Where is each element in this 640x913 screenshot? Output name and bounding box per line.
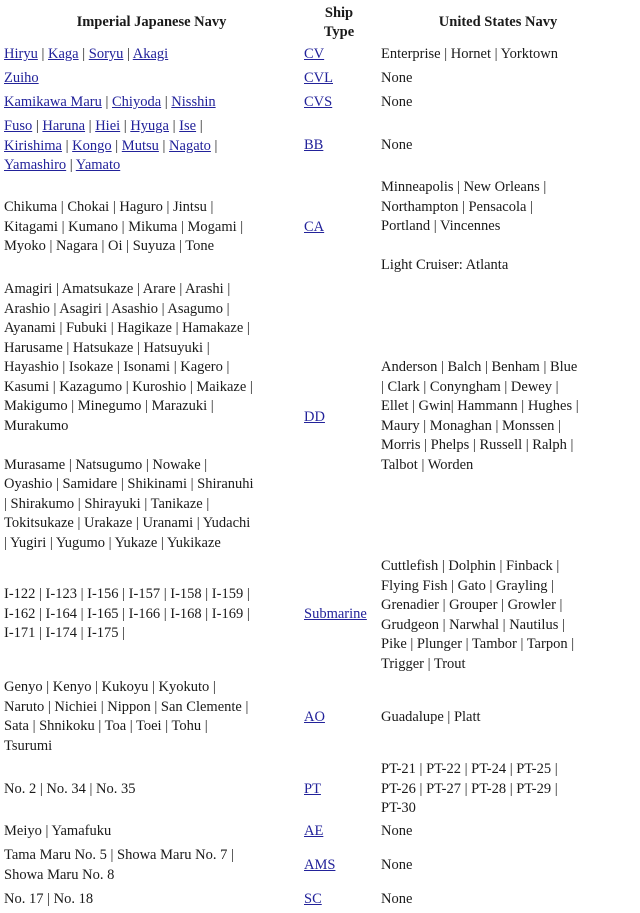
ship-type-link-bb[interactable]: BB — [304, 137, 324, 153]
ship-type-link-ams[interactable]: AMS — [304, 857, 336, 873]
row-ca-usn: Minneapolis | New Orleans | Northampton | Pensacola | Portland | Vincennes Light Cruiser: Atlanta — [381, 179, 547, 273]
ship-link[interactable]: Soryu — [88, 46, 124, 62]
header-type-line2: Type — [323, 24, 355, 40]
row-cvl-usn: None — [381, 70, 413, 86]
row-cv-usn: Enterprise | Hornet | Yorktown — [381, 46, 558, 62]
ship-type-link-cvs[interactable]: CVS — [304, 94, 333, 110]
ship-link[interactable]: Chiyoda — [112, 94, 162, 110]
row-pt-usn: PT-21 | PT-22 | PT-24 | PT-25 | PT-26 | PT-27 | PT-28 | PT-29 | PT-30 — [381, 761, 558, 816]
ship-type-link-cvl[interactable]: CVL — [304, 70, 333, 86]
ship-type-link-ca[interactable]: CA — [304, 219, 325, 235]
ship-link[interactable]: Yamashiro — [4, 157, 67, 173]
row-cvl-ijn — [4, 69, 300, 89]
ship-link[interactable]: Kaga — [48, 46, 79, 62]
row-sc-ijn: No. 17 | No. 18 — [4, 891, 94, 907]
ship-type-link-ao[interactable]: AO — [304, 709, 325, 725]
row-cvs-ijn: Kamikawa Maru | Chiyoda | Nisshin — [4, 94, 216, 110]
row-ca-ijn: Chikuma | Chokai | Haguro | Jintsu | Kitagami | Kumano | Mikuma | Mogami | Myoko | Nagara | Oi | Suyuza | Tone — [4, 199, 244, 254]
row-ae-ijn: Meiyo | Yamafuku — [4, 823, 112, 839]
row-cvs-usn: None — [381, 94, 413, 110]
ship-link[interactable]: Kongo — [72, 137, 112, 154]
ship-type-link-pt[interactable]: PT — [304, 781, 321, 797]
row-submarine-ijn: I-122 | I-123 | I-156 | I-157 | I-158 | I-159 | I-162 | I-164 | I-165 | I-166 | I-168 | I-169 | I-171 | I-174 | I-175 | — [4, 586, 250, 641]
ship-link[interactable]: Kamikawa Maru — [4, 94, 102, 110]
ship-link[interactable]: Hiryu — [4, 46, 38, 62]
ship-type-link-submarine[interactable]: Submarine — [304, 606, 367, 622]
ship-link[interactable]: Zuiho — [4, 70, 39, 86]
ship-link[interactable]: Nisshin — [171, 94, 216, 110]
row-ams-usn: None — [381, 857, 413, 873]
row-bb-ijn: Fuso | Haruna | Hiei | Hyuga | Ise | Kirishima | Kongo | Mutsu | Nagato | Yamashiro | Yamato — [4, 118, 218, 173]
ship-type-link-ae[interactable]: AE — [304, 823, 324, 839]
row-ao-usn: Guadalupe | Platt — [381, 709, 481, 725]
row-sc-usn: None — [381, 891, 413, 907]
ship-link[interactable]: Hiei — [95, 118, 121, 134]
ship-type-link-dd[interactable]: DD — [304, 409, 325, 425]
ship-link[interactable]: Kirishima — [4, 137, 62, 154]
ship-type-link-cv[interactable]: CV — [304, 46, 325, 62]
ship-link[interactable]: Fuso — [4, 118, 33, 134]
ship-link[interactable]: Ise — [179, 118, 197, 134]
ship-link[interactable]: Nagato — [169, 137, 211, 154]
header-ijn: Imperial Japanese Navy — [76, 14, 227, 30]
ship-link[interactable]: Yamato — [75, 157, 121, 173]
ship-link[interactable]: Mutsu — [121, 137, 159, 154]
header-usn: United States Navy — [438, 14, 558, 30]
ship-type-link-sc[interactable]: SC — [304, 891, 322, 907]
ship-link[interactable]: Akagi — [132, 46, 169, 62]
row-ae-usn: None — [381, 823, 413, 839]
ship-link[interactable]: Haruna — [42, 118, 86, 134]
row-dd-usn: Anderson | Balch | Benham | Blue | Clark | Conyngham | Dewey | Ellet | Gwin| Hammann | Hughes | Maury | Monaghan | Monssen | Morris | Phelps | Russell | Ralph | Talbot | Worden — [381, 359, 579, 473]
ship-link[interactable]: Hyuga — [130, 118, 169, 134]
row-ao-ijn: Genyo | Kenyo | Kukoyu | Kyokuto | Naruto | Nichiei | Nippon | San Clemente | Sata | Shnikoku | Toa | Toei | Tohu | Tsurumi — [4, 679, 249, 754]
row-dd-ijn: Amagiri | Amatsukaze | Arare | Arashi | Arashio | Asagiri | Asashio | Asagumo | Ayanami | Fubuki | Hagikaze | Hamakaze | Harusame | Hatsukaze | Hatsuyuki | Hayashio | Isokaze | Isonami | Kagero | Kasumi | Kazagumo | Kuroshio | Maikaze | Makigumo | Minegumo | Marazuki | Murakumo Murasame | Natsugumo | Nowake | Oyashio | Samidare | Shikinami | Shiranuhi | Shirakumo | Shirayuki | Tanikaze | Tokitsukaze | Urakaze | Uranami | Yudachi | Yugiri | Yugumo | Yukaze | Yukikaze — [4, 281, 254, 551]
row-bb-usn: None — [381, 137, 413, 153]
row-submarine-usn: Cuttlefish | Dolphin | Finback | Flying Fish | Gato | Grayling | Grenadier | Grouper | Growler | Grudgeon | Narwhal | Nautilus | Pike | Plunger | Tambor | Tarpon | Trigger | Trout — [381, 558, 575, 672]
row-cv-ijn: Hiryu | Kaga | Soryu | Akagi — [4, 46, 169, 62]
row-pt-ijn: No. 2 | No. 34 | No. 35 — [4, 781, 136, 797]
row-ams-ijn: Tama Maru No. 5 | Showa Maru No. 7 | Showa Maru No. 8 — [4, 847, 234, 883]
header-type-line1: Ship — [324, 5, 354, 21]
header-ship-type — [300, 4, 378, 42]
